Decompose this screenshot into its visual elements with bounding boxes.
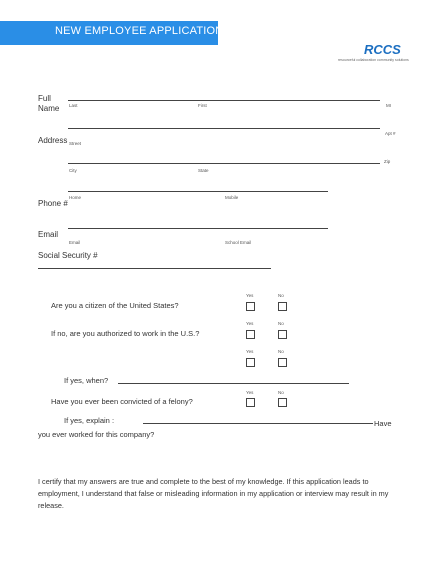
phone-label: Phone # <box>38 199 68 208</box>
ssn-label: Social Security # <box>38 251 98 260</box>
logo-tagline: resourceful collaboration community solutions <box>338 58 409 62</box>
company-logo: RCCS <box>364 42 401 57</box>
when-no-label: No <box>278 349 284 354</box>
phone-line[interactable] <box>68 191 328 192</box>
felony-question: Have you ever been convicted of a felony? <box>51 397 193 406</box>
home-phone-caption: Home <box>69 195 82 200</box>
mobile-phone-caption: Mobile <box>225 195 239 200</box>
email-caption: Email <box>69 240 81 245</box>
middle-initial-caption: MI <box>386 103 391 108</box>
certification-statement: I certify that my answers are true and complete to the best of my knowledge. If this application leads to employment, I understand that false or misleading information in my application or interview may result in my release. <box>38 477 389 510</box>
when-yes-checkbox[interactable] <box>246 358 255 367</box>
full-name-label-line2: Name <box>38 104 60 113</box>
street-line[interactable] <box>68 128 380 129</box>
school-email-caption: School Email <box>225 240 252 245</box>
if-yes-explain-label: If yes, explain : <box>64 416 115 425</box>
state-caption: State <box>198 168 209 173</box>
authorized-no-checkbox[interactable] <box>278 330 287 339</box>
first-name-caption: First <box>198 103 207 108</box>
authorized-yes-checkbox[interactable] <box>246 330 255 339</box>
authorized-question: If no, are you authorized to work in the U.S.? <box>51 329 200 338</box>
if-yes-when-label: If yes, when? <box>64 376 109 385</box>
address-label: Address <box>38 136 68 145</box>
citizen-no-label: No <box>278 293 284 298</box>
felony-yes-label: Yes <box>246 390 254 395</box>
citizen-no-checkbox[interactable] <box>278 302 287 311</box>
page-title: NEW EMPLOYEE APPLICATION <box>55 25 224 37</box>
when-no-checkbox[interactable] <box>278 358 287 367</box>
apt-caption: Apt # <box>385 131 396 136</box>
when-yes-label: Yes <box>246 349 254 354</box>
have-worked-question: you ever worked for this company? <box>38 430 155 439</box>
zip-caption: Zip <box>384 159 391 164</box>
full-name-label-line1: Full <box>38 94 51 103</box>
citizen-yes-checkbox[interactable] <box>246 302 255 311</box>
citizen-yes-label: Yes <box>246 293 254 298</box>
felony-no-label: No <box>278 390 284 395</box>
email-label: Email <box>38 230 59 239</box>
felony-yes-checkbox[interactable] <box>246 398 255 407</box>
street-caption: Street <box>69 141 82 146</box>
city-state-zip-line[interactable] <box>68 163 380 164</box>
full-name-line[interactable] <box>68 100 380 101</box>
have-worked-text-start: Have <box>374 419 392 428</box>
citizen-question: Are you a citizen of the United States? <box>51 301 179 310</box>
felony-no-checkbox[interactable] <box>278 398 287 407</box>
last-name-caption: Last <box>69 103 78 108</box>
if-yes-explain-line[interactable] <box>143 423 373 424</box>
ssn-line[interactable] <box>38 268 271 269</box>
email-line[interactable] <box>68 228 328 229</box>
authorized-yes-label: Yes <box>246 321 254 326</box>
if-yes-when-line[interactable] <box>118 383 349 384</box>
city-caption: City <box>69 168 77 173</box>
authorized-no-label: No <box>278 321 284 326</box>
